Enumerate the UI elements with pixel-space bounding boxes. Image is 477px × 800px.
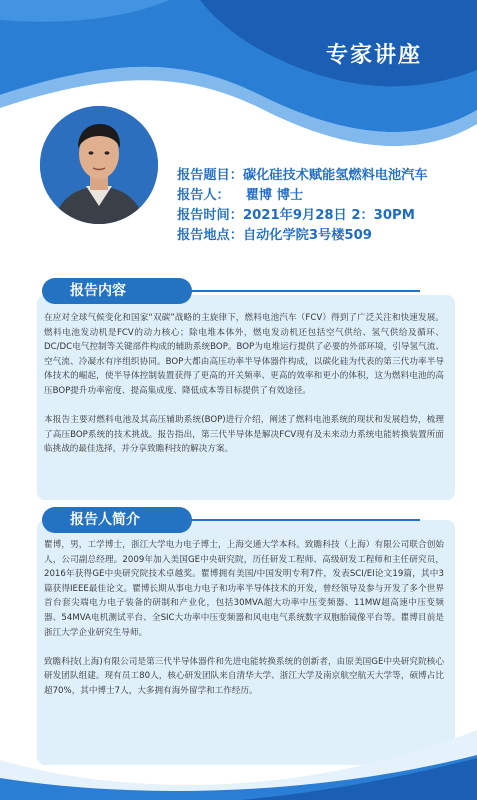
place-row: [177, 226, 472, 246]
talk-title-value: 碳化硅技术赋能氢燃料电池汽车: [242, 168, 428, 183]
abstract-paragraph-1: 在应对全球气候变化和国家“双碳”战略的主旋律下，燃料电池汽车（FCV）得到了广泛关注和快速发展。燃料电池发动机是FCV的动力核心；除电堆本体外，燃电发动机还包括空气供给、氢气供给及循环、DC/DC电气控制等关键部件构成的辅助系统BOP。BOP为电堆运行提供了必要的外部环境，引导氢气流、空气流、冷凝水有序组织协同。BOP大都由高压功率半导体器件构成，以碳化硅为代表的第三代功率半导体技术的崛起，使半导体控制装置获得了更高的开关频率、更高的效率和更小的体积，这为燃料电池的高压BOP提升功率密度、提高集成度、降低成本等目标提供了有效途径。: [44, 313, 444, 396]
place-label: 报告地点：: [177, 228, 243, 243]
bio-text: [44, 538, 444, 699]
bio-paragraph-2: 致瞻科技(上海)有限公司是第三代半导体器件和先进电能转换系统的创新者，由原美国GE中央研究院核心研发团队组建。现有员工80人，核心研发团队来自清华大学、浙江大学及南京航空航天大学等，硕博占比超70%，其中博士7人，大多拥有海外留学和工作经历。: [44, 656, 444, 696]
place-value: 自动化学院3号楼509: [242, 228, 372, 243]
time-label: 报告时间：: [177, 208, 243, 223]
talk-title-label: 报告题目：: [177, 168, 243, 183]
bio-heading: 报告人简介: [70, 512, 140, 528]
abstract-paragraph-2: 本报告主要对燃料电池及其高压辅助系统(BOP)进行介绍，阐述了燃料电池系统的现状和发展趋势，梳理了高压BOP系统的技术挑战。报告指出，第三代半导体是解决FCV现有及未来动力系统电能转换装置所面临挑战的最佳选择，并分享致瞻科技的解决方案。: [44, 415, 444, 455]
time-value: 2021年9月28日 2：30PM: [242, 208, 415, 223]
bio-heading-underline: [190, 519, 420, 521]
speaker-value: 瞿博 博士: [245, 188, 304, 203]
abstract-heading: 报告内容: [70, 283, 126, 299]
talk-info: [177, 166, 472, 246]
time-row: [177, 206, 472, 226]
page-title: 专家讲座: [326, 43, 423, 68]
abstract-heading-pill: [42, 278, 192, 304]
talk-title-row: [177, 166, 472, 186]
speaker-row: [177, 186, 472, 206]
bio-heading-pill: [42, 507, 192, 533]
footer-wave: [0, 700, 477, 800]
speaker-photo: [40, 106, 158, 224]
bio-paragraph-1: 瞿博，男，工学博士，浙江大学电力电子博士，上海交通大学本科。致瞻科技（上海）有限公司联合创始人，公司副总经理。2009年加入美国GE中央研究院，历任研发工程师、高级研发工程师和主任研究员，2016年获得GE中央研究院技术卓越奖。瞿博拥有美国/中国发明专利7件，发表SCI/EI论文19篇，其中3篇获得IEEE最佳论文。瞿博长期从事电力电子和功率半导体技术的开发，曾经领导及参与开发了多个世界首台套尖端电力电子装备的研制和产业化，包括30MVA超大功率中压变频器、11MW超高速中压变频器、54MVA电机测试平台、全SIC大功率中压变频器和风电电气系统数字双胞胎镜像平台等。瞿博目前是浙江大学企业研究生导师。: [44, 540, 444, 638]
abstract-heading-underline: [190, 290, 420, 292]
abstract-text: [44, 311, 444, 457]
speaker-label: 报告人：: [177, 188, 230, 203]
